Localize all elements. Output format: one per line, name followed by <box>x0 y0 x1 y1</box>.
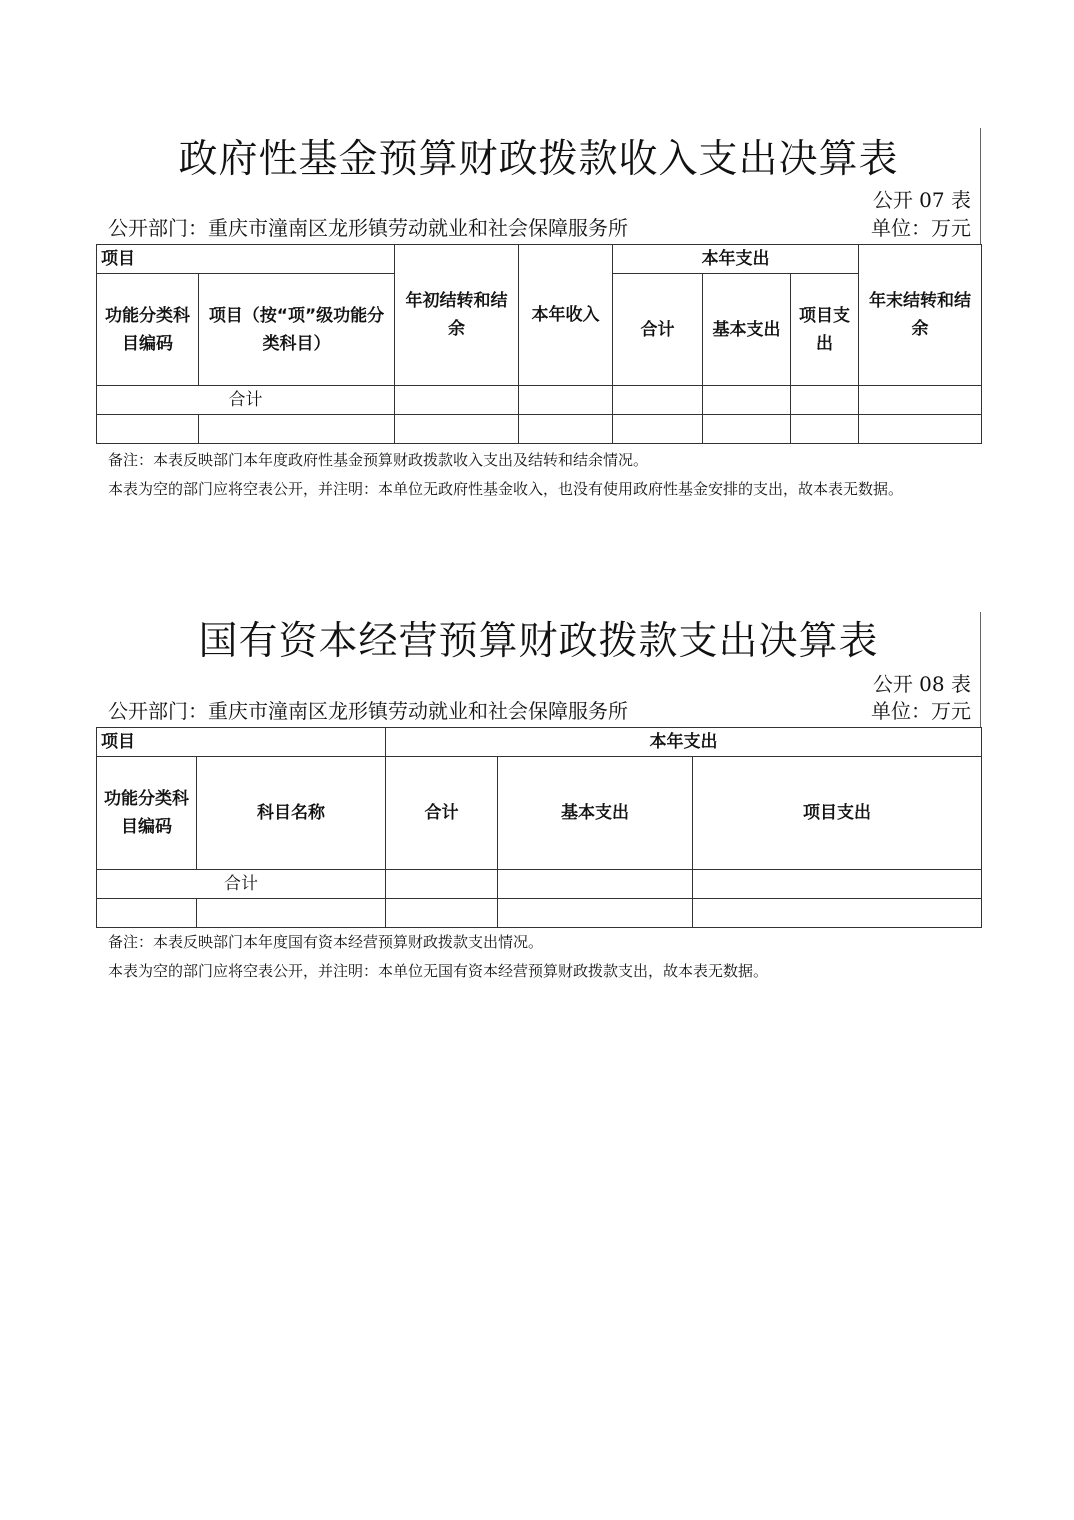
header-expense: 本年支出 <box>613 245 859 274</box>
header-begin-balance: 年初结转和结余 <box>395 245 519 386</box>
remark-note <box>108 928 978 986</box>
budget-table <box>96 727 982 928</box>
form-number: 公开 07 表 <box>872 188 971 212</box>
unit-label: 单位：万元 <box>871 216 971 240</box>
table-cell <box>498 899 693 928</box>
table-cell <box>386 899 498 928</box>
table-cell <box>498 870 693 899</box>
header-item: 项目 <box>97 245 395 274</box>
header-expense: 本年支出 <box>386 728 982 757</box>
remark-line-1: 备注：本表反映部门本年度政府性基金预算财政拨款收入支出及结转和结余情况。 <box>108 451 649 469</box>
page-title: 国有资本经营预算财政拨款支出决算表 <box>198 619 879 664</box>
header-item: 项目 <box>97 728 386 757</box>
header-total: 合计 <box>386 757 498 870</box>
total-label: 合计 <box>97 870 386 899</box>
department-label: 公开部门：重庆市潼南区龙形镇劳动就业和社会保障服务所 <box>108 216 628 240</box>
header-project: 项目支出 <box>693 757 982 870</box>
table-cell <box>693 899 982 928</box>
table-cell <box>197 899 386 928</box>
header-project: 项目支出 <box>791 274 859 386</box>
header-total: 合计 <box>613 274 703 386</box>
table-cell <box>386 870 498 899</box>
header-basic: 基本支出 <box>498 757 693 870</box>
department-label: 公开部门：重庆市潼南区龙形镇劳动就业和社会保障服务所 <box>108 699 628 723</box>
table-cell <box>97 899 197 928</box>
header-func-code: 功能分类科目编码 <box>97 274 199 386</box>
header-subject-name: 科目名称 <box>197 757 386 870</box>
page-title: 政府性基金预算财政拨款收入支出决算表 <box>178 137 899 182</box>
total-label: 合计 <box>97 386 395 415</box>
table-row <box>97 899 982 928</box>
remark-line-2: 本表为空的部门应将空表公开，并注明：本单位无政府性基金收入，也没有使用政府性基金安排的支出，故本表无数据。 <box>108 480 904 498</box>
table-cell <box>693 870 982 899</box>
header-basic: 基本支出 <box>703 274 791 386</box>
header-func-code: 功能分类科目编码 <box>97 757 197 870</box>
header-income: 本年收入 <box>519 245 613 386</box>
header-item-by-class: 项目（按“项”级功能分类科目） <box>199 274 395 386</box>
remark-line-1: 备注：本表反映部门本年度国有资本经营预算财政拨款支出情况。 <box>108 933 544 951</box>
unit-label: 单位：万元 <box>871 699 971 723</box>
header-end-balance: 年末结转和结余 <box>859 245 982 386</box>
form-number: 公开 08 表 <box>872 672 971 696</box>
table08-section <box>96 0 981 1000</box>
remark-line-2: 本表为空的部门应将空表公开，并注明：本单位无国有资本经营预算财政拨款支出，故本表无数据。 <box>108 962 769 980</box>
